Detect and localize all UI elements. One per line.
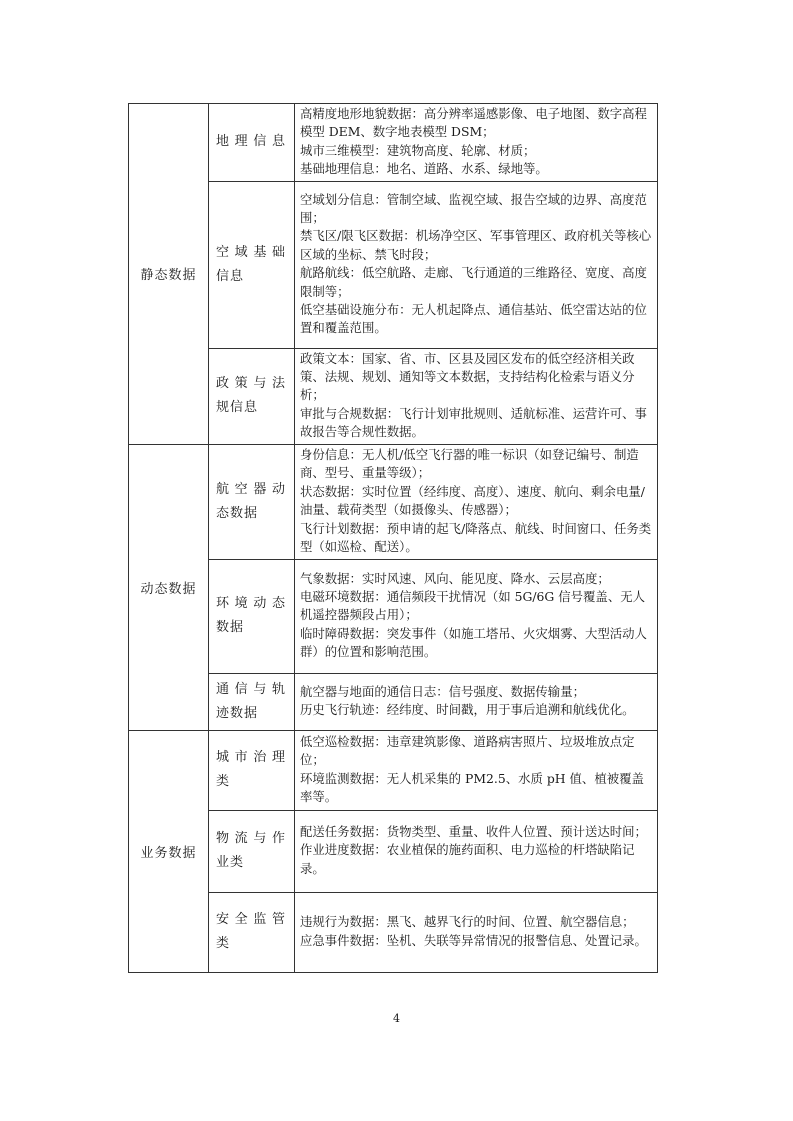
content-item: 低空基础设施分布：无人机起降点、通信基站、低空雷达站的位置和覆盖范围。 [300, 301, 647, 336]
content-item: 飞行计划数据：预申请的起飞/降落点、航线、时间窗口、任务类型（如巡检、配送）。 [300, 520, 652, 554]
content-item: 应急事件数据：坠机、失联等异常情况的报警信息、处置记录。 [300, 932, 647, 948]
table-row [129, 181, 658, 348]
subcategory-label-line: 物流与作 [216, 831, 286, 847]
table-row [129, 892, 658, 972]
subcategory-cell [209, 559, 295, 673]
subcategory-cell [209, 673, 295, 730]
table-body [129, 104, 658, 973]
subcategory-label-line: 政策与法 [216, 376, 286, 392]
table-row [129, 673, 658, 730]
content-cell [295, 673, 658, 730]
content-item: 气象数据：实时风速、风向、能见度、降水、云层高度； [300, 570, 610, 586]
content-item: 环境监测数据：无人机采集的 PM2.5、水质 pH 值、植被覆盖率等。 [300, 770, 644, 805]
subcategory-cell [209, 810, 295, 892]
content-item: 临时障碍数据：突发事件（如施工塔吊、火灾烟雾、大型活动人群）的位置和影响范围。 [300, 625, 647, 660]
table-row [129, 730, 658, 810]
content-cell [295, 810, 658, 892]
subcategory-cell [209, 444, 295, 559]
category-cell: 动态数据 [129, 444, 209, 730]
page-number: 4 [393, 1012, 400, 1025]
subcategory-label-line: 空域基础 [216, 244, 286, 260]
subcategory-label-line: 业类 [216, 855, 245, 871]
subcategory-cell [209, 730, 295, 810]
content-cell [295, 892, 658, 972]
subcategory-label-line: 规信息 [216, 400, 259, 416]
subcategory-label-line: 地理信息 [216, 134, 286, 150]
content-item: 政策文本：国家、省、市、区县及园区发布的低空经济相关政策、法规、规划、通知等文本数据，支持结构化检索与语义分析； [300, 350, 635, 403]
data-classification-table [128, 103, 658, 973]
content-item: 城市三维模型：建筑物高度、轮廓、材质； [300, 142, 536, 158]
subcategory-label-line: 环境动态 [216, 596, 286, 612]
subcategory-cell [209, 348, 295, 444]
subcategory-label-line: 信息 [216, 268, 245, 284]
subcategory-label-line: 航空器动 [216, 481, 286, 497]
content-cell [295, 104, 658, 182]
subcategory-label-line: 类 [216, 936, 231, 952]
content-item: 配送任务数据：货物类型、重量、收件人位置、预计送达时间； [300, 824, 647, 840]
content-item: 审批与合规数据：飞行计划审批规则、适航标准、运营许可、事故报告等合规性数据。 [300, 405, 647, 440]
table-row [129, 104, 658, 182]
subcategory-cell [209, 181, 295, 348]
content-item: 禁飞区/限飞区数据：机场净空区、军事管理区、政府机关等核心区域的坐标、禁飞时段； [300, 228, 652, 262]
content-item: 历史飞行轨迹：经纬度、时间戳，用于事后追溯和航线优化。 [300, 702, 635, 718]
category-cell: 业务数据 [129, 730, 209, 972]
subcategory-cell [209, 892, 295, 972]
subcategory-label-line: 城市治理 [216, 750, 286, 766]
subcategory-label-line: 通信与轨 [216, 681, 286, 697]
content-item: 低空巡检数据：违章建筑影像、道路病害照片、垃圾堆放点定位； [300, 733, 635, 768]
content-cell [295, 348, 658, 444]
content-item: 电磁环境数据：通信频段干扰情况（如 5G/6G 信号覆盖、无人机遥控器频段占用）； [300, 589, 645, 623]
content-item: 违规行为数据：黑飞、越界飞行的时间、位置、航空器信息； [300, 914, 635, 930]
content-item: 基础地理信息：地名、道路、水系、绿地等。 [300, 161, 548, 177]
subcategory-label-line: 迹数据 [216, 705, 259, 721]
table-row [129, 559, 658, 673]
content-cell [295, 181, 658, 348]
content-cell [295, 559, 658, 673]
content-item: 作业进度数据：农业植保的施药面积、电力巡检的杆塔缺陷记录。 [300, 842, 635, 876]
subcategory-label-line: 安全监管 [216, 912, 286, 928]
table-row [129, 444, 658, 559]
table-row [129, 810, 658, 892]
content-item: 航空器与地面的通信日志：信号强度、数据传输量； [300, 683, 585, 699]
content-item: 航路航线：低空航路、走廊、飞行通道的三维路径、宽度、高度限制等； [300, 265, 647, 299]
table-row [129, 348, 658, 444]
content-cell [295, 444, 658, 559]
content-cell [295, 730, 658, 810]
content-item: 高精度地形地貌数据：高分辨率遥感影像、电子地图、数字高程模型 DEM、数字地表模型 DSM； [300, 106, 647, 140]
subcategory-cell [209, 104, 295, 182]
subcategory-label-line: 态数据 [216, 505, 259, 521]
category-cell: 静态数据 [129, 104, 209, 445]
subcategory-label-line: 数据 [216, 620, 245, 636]
subcategory-label-line: 类 [216, 774, 231, 790]
content-item: 空域划分信息：管制空域、监视空域、报告空域的边界、高度范围； [300, 191, 647, 225]
content-item: 身份信息：无人机/低空飞行器的唯一标识（如登记编号、制造商、型号、重量等级）； [300, 446, 639, 481]
content-item: 状态数据：实时位置（经纬度、高度）、速度、航向、剩余电量/油量、载荷类型（如摄像头、传感器）； [300, 483, 645, 518]
